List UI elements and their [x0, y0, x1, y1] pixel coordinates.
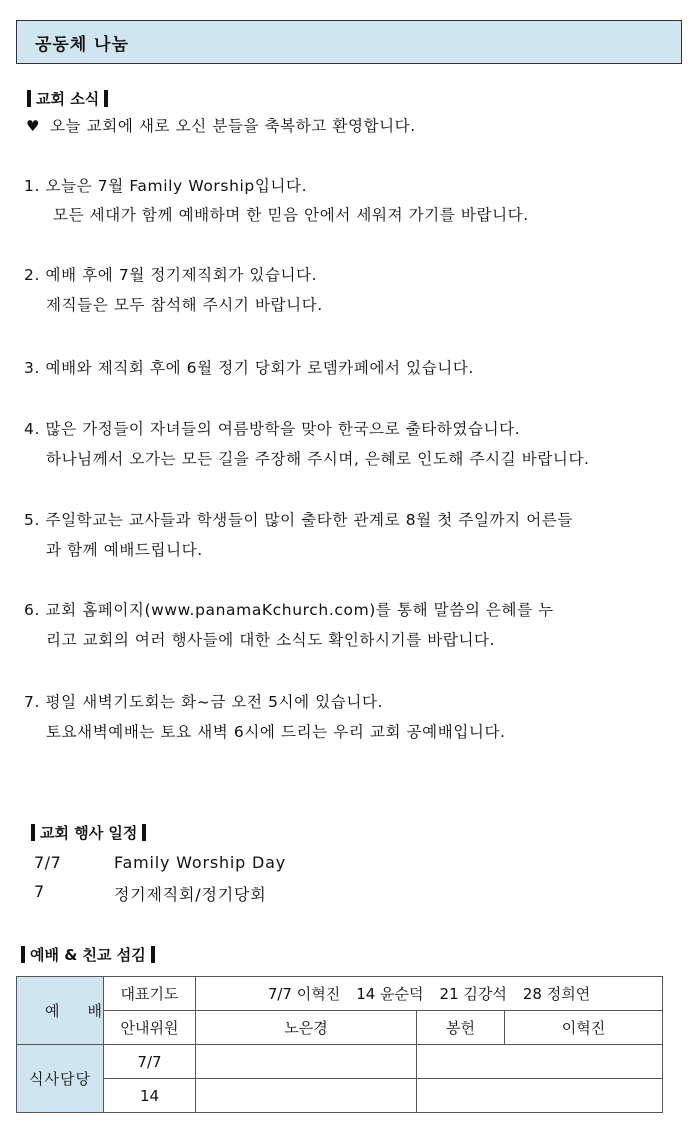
news-item-7-line-2: 토요새벽예배는 토요 새벽 6시에 드리는 우리 교회 공예배입니다. [46, 723, 506, 741]
prayer-leader: 28 정희연 [522, 985, 591, 1003]
table-row [17, 977, 663, 1011]
title-bar-left [21, 946, 25, 963]
title-bar-left [27, 90, 31, 107]
news-item-2-line-1: 2. 예배 후에 7월 정기제직회가 있습니다. [24, 266, 318, 284]
meal-label-cell: 식사담당 [17, 1045, 104, 1113]
table-row [17, 1045, 663, 1079]
title-bar-left [31, 824, 35, 841]
prayer-leader: 21 김강석 [439, 985, 507, 1003]
news-item-6-line-1: 6. 교회 홈페이지(www.panamaKchurch.com)를 통해 말씀의 은혜를 누 [24, 601, 554, 619]
news-section-title [22, 88, 113, 109]
schedule-event: 정기제직회/정기당회 [114, 885, 267, 904]
prayer-label-cell: 대표기도 [104, 977, 196, 1011]
news-item-5-line-1: 5. 주일학교는 교사들과 학생들이 많이 출타한 관계로 8월 첫 주일까지 어른들 [24, 511, 573, 529]
worship-label-cell [17, 977, 130, 1045]
page-title: 공동체 나눔 [35, 34, 130, 55]
news-item-1-line-1: 1. 오늘은 7월 Family Worship입니다. [24, 177, 308, 195]
title-bar-right [151, 946, 155, 963]
worship-label: 예배 [45, 1002, 130, 1020]
welcome-line [26, 116, 416, 136]
duty-title-text: 예배 & 친교 섬김 [30, 946, 146, 964]
news-item-2-line-2: 제직들은 모두 참석해 주시기 바랍니다. [46, 296, 323, 314]
news-item-4-line-1: 4. 많은 가정들이 자녀들의 여름방학을 맞아 한국으로 출타하였습니다. [24, 420, 521, 438]
prayer-leader: 14 윤순덕 [356, 985, 424, 1003]
schedule-title-text: 교회 행사 일정 [40, 824, 138, 842]
schedule-date: 7/7 [34, 853, 62, 872]
meal-date-cell: 7/7 [104, 1045, 196, 1079]
meal-cell [417, 1045, 663, 1079]
offering-name-cell: 이혁진 [505, 1011, 663, 1045]
usher-label-cell: 안내위원 [104, 1011, 196, 1045]
schedule-date: 7 [34, 882, 45, 901]
news-item-7-line-1: 7. 평일 새벽기도회는 화~금 오전 5시에 있습니다. [24, 693, 384, 711]
offering-label-cell: 봉헌 [417, 1011, 505, 1045]
schedule-section-title [26, 822, 151, 843]
meal-cell [196, 1045, 417, 1079]
news-item-4-line-2: 하나님께서 오가는 모든 길을 주장해 주시며, 은혜로 인도해 주시길 바랍니다. [46, 450, 590, 468]
usher-name-cell: 노은경 [196, 1011, 417, 1045]
title-bar-right [142, 824, 146, 841]
page-header [16, 20, 682, 64]
welcome-text: 오늘 교회에 새로 오신 분들을 축복하고 환영합니다. [50, 117, 416, 135]
meal-cell [196, 1079, 417, 1113]
duty-section-title [16, 944, 160, 965]
news-item-6-line-2: 리고 교회의 여러 행사들에 대한 소식도 확인하시기를 바랍니다. [46, 631, 496, 649]
schedule-event: Family Worship Day [114, 853, 286, 872]
news-item-3-line-1: 3. 예배와 제직회 후에 6월 정기 당회가 로뎀카페에서 있습니다. [24, 359, 474, 377]
news-title-text: 교회 소식 [36, 90, 100, 108]
meal-date-cell: 14 [104, 1079, 196, 1113]
prayer-leaders-cell [196, 977, 663, 1011]
table-row [17, 1079, 663, 1113]
duty-table [16, 976, 663, 1113]
prayer-leader: 7/7 이혁진 [267, 985, 341, 1003]
news-item-5-line-2: 과 함께 예배드립니다. [46, 541, 203, 559]
news-item-1-line-2: 모든 세대가 함께 예배하며 한 믿음 안에서 세워져 가기를 바랍니다. [53, 206, 529, 224]
title-bar-right [104, 90, 108, 107]
meal-cell [417, 1079, 663, 1113]
heart-icon: ♥ [26, 117, 41, 135]
